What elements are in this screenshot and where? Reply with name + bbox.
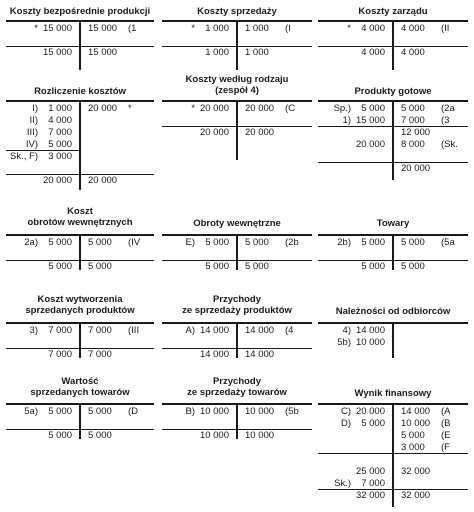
ledger-account [318, 218, 468, 274]
entry-reference: B) [185, 406, 195, 417]
debit-amount: 32 000 [355, 490, 385, 501]
credit-amount: 1 000 [245, 47, 269, 58]
ledger-account [162, 74, 312, 164]
t-account-divider [392, 100, 394, 180]
debit-amount: 14 000 [199, 325, 229, 336]
entry-reference: D) [340, 418, 351, 429]
debit-amount: 3 000 [48, 151, 72, 162]
debit-amount: 10 000 [355, 337, 385, 348]
debit-amount: 5 000 [361, 261, 385, 272]
entry-reference: * [128, 103, 132, 114]
debit-amount: 20 000 [355, 406, 385, 417]
credit-amount: 7 000 [401, 115, 425, 126]
credit-amount: 20 000 [401, 163, 431, 174]
entry-reference: IV) [25, 139, 38, 150]
entry-reference: (2b [285, 237, 299, 248]
t-account-divider [392, 403, 394, 507]
credit-amount: 10 000 [245, 406, 275, 417]
credit-amount: 20 000 [88, 175, 118, 186]
entry-reference: (A [441, 406, 451, 417]
entry-reference: III) [26, 127, 38, 138]
entry-reference: (D [128, 406, 139, 417]
account-title: Koszt wytworzenia sprzedanych produktów [25, 294, 135, 316]
entry-reference: Sk.) [334, 478, 351, 489]
ledger-account [6, 6, 154, 74]
entry-reference: 5b) [337, 337, 351, 348]
credit-amount: 12 000 [401, 127, 431, 138]
entry-reference: (E [441, 430, 451, 441]
debit-amount: 5 000 [205, 261, 229, 272]
credit-amount: 5 000 [401, 261, 425, 272]
entry-reference: * [34, 23, 38, 34]
debit-amount: 25 000 [355, 466, 385, 477]
entry-reference: (Sk. [441, 139, 458, 150]
credit-amount: 7 000 [88, 349, 112, 360]
ledger-account [162, 376, 312, 443]
t-account-divider [79, 322, 81, 358]
debit-amount: 15 000 [355, 115, 385, 126]
account-title: Rozliczenie kosztów [34, 86, 126, 97]
entry-reference: I) [32, 103, 38, 114]
credit-amount: 5 000 [88, 237, 112, 248]
credit-amount: 5 000 [88, 261, 112, 272]
entry-reference: 4) [342, 325, 351, 336]
t-account-divider [236, 403, 238, 439]
t-account-divider [79, 234, 81, 270]
debit-amount: 14 000 [355, 325, 385, 336]
credit-amount: 5 000 [88, 430, 112, 441]
debit-amount: 20 000 [199, 127, 229, 138]
credit-amount: 8 000 [401, 139, 425, 150]
ledger-account [162, 6, 312, 74]
entry-reference: Sk., F) [10, 151, 38, 162]
ledger-account [318, 388, 468, 511]
debit-amount: 5 000 [48, 237, 72, 248]
t-account-divider [392, 234, 394, 270]
debit-amount: 7 000 [48, 349, 72, 360]
account-title: Obroty wewnętrzne [193, 218, 281, 229]
credit-amount: 5 000 [245, 237, 269, 248]
entry-reference: (2a [441, 103, 455, 114]
debit-amount: 7 000 [48, 325, 72, 336]
entry-reference: * [191, 23, 195, 34]
t-account-divider [392, 322, 394, 358]
entry-reference: (5b [285, 406, 299, 417]
ledger-account [162, 294, 312, 362]
debit-amount: 20 000 [42, 175, 72, 186]
debit-amount: 7 000 [361, 478, 385, 489]
debit-amount: 5 000 [48, 261, 72, 272]
entry-reference: (3 [441, 115, 450, 126]
credit-amount: 20 000 [88, 103, 118, 114]
ledger-account [6, 376, 154, 443]
account-title: Koszty zarządu [358, 6, 428, 17]
credit-amount: 14 000 [401, 406, 431, 417]
debit-amount: 5 000 [205, 237, 229, 248]
ledger-account [162, 218, 312, 274]
debit-amount: 10 000 [199, 406, 229, 417]
entry-reference: (5a [441, 237, 455, 248]
account-title: Koszt obrotów wewnętrznych [27, 206, 133, 228]
account-title: Przychody ze sprzedaży towarów [187, 376, 287, 398]
entry-reference: A) [185, 325, 195, 336]
ledger-account [318, 86, 468, 184]
entry-reference: E) [185, 237, 195, 248]
account-title: Koszty według rodzaju (zespół 4) [185, 74, 289, 96]
entry-reference: (II [441, 23, 450, 34]
debit-amount: 15 000 [42, 23, 72, 34]
entry-reference: 1) [342, 115, 351, 126]
entry-reference: Sp.) [333, 103, 351, 114]
entry-reference: (IV [128, 237, 141, 248]
account-title: Koszty bezpośrednie produkcji [9, 6, 151, 17]
credit-amount: 20 000 [245, 127, 275, 138]
entry-reference: (B [441, 418, 451, 429]
account-title: Wartość sprzedanych towarów [30, 376, 130, 398]
debit-amount: 5 000 [48, 406, 72, 417]
entry-reference: (F [441, 442, 450, 453]
t-account-divider [236, 234, 238, 270]
debit-amount: 5 000 [48, 139, 72, 150]
ledger-account [6, 206, 154, 274]
entry-reference: II) [29, 115, 38, 126]
debit-amount: 1 000 [48, 103, 72, 114]
debit-amount: 14 000 [199, 349, 229, 360]
credit-amount: 5 000 [401, 103, 425, 114]
debit-amount: 20 000 [199, 103, 229, 114]
subtotal-rule [318, 453, 393, 454]
account-title: Towary [376, 218, 410, 229]
debit-amount: 4 000 [361, 23, 385, 34]
debit-amount: 1 000 [205, 23, 229, 34]
subtotal-rule [318, 162, 393, 163]
credit-amount: 1 000 [245, 23, 269, 34]
account-title: Koszty sprzedaży [197, 6, 277, 17]
t-account-divider [79, 100, 81, 190]
entry-reference: * [191, 103, 195, 114]
debit-amount: 5 000 [48, 430, 72, 441]
debit-amount: 20 000 [355, 139, 385, 150]
account-title: Należności od odbiorców [335, 306, 451, 317]
credit-amount: 7 000 [88, 325, 112, 336]
t-account-divider [79, 20, 81, 70]
debit-amount: 1 000 [205, 47, 229, 58]
t-account-divider [236, 100, 238, 160]
credit-amount: 14 000 [245, 325, 275, 336]
credit-amount: 32 000 [401, 466, 431, 477]
t-account-divider [236, 20, 238, 70]
ledger-account [6, 294, 154, 362]
debit-amount: 4 000 [361, 47, 385, 58]
debit-amount: 15 000 [42, 47, 72, 58]
credit-amount: 10 000 [245, 430, 275, 441]
ledger-account [6, 86, 154, 194]
credit-amount: 5 000 [88, 406, 112, 417]
debit-amount: 4 000 [48, 115, 72, 126]
entry-reference: (4 [285, 325, 294, 336]
entry-reference: (I [285, 23, 291, 34]
ledger-account [318, 6, 468, 74]
credit-amount: 4 000 [401, 23, 425, 34]
debit-amount: 7 000 [48, 127, 72, 138]
entry-reference: C) [340, 406, 351, 417]
ledger-account [318, 306, 468, 362]
entry-reference: * [347, 23, 351, 34]
entry-reference: 2a) [24, 237, 38, 248]
entry-reference: (1 [128, 23, 137, 34]
credit-amount: 4 000 [401, 47, 425, 58]
debit-amount: 5 000 [361, 103, 385, 114]
credit-amount: 32 000 [401, 490, 431, 501]
account-title: Wynik finansowy [354, 388, 432, 399]
credit-amount: 10 000 [401, 418, 431, 429]
entry-reference: (C [285, 103, 296, 114]
credit-amount: 5 000 [401, 430, 425, 441]
entry-reference: 2b) [337, 237, 351, 248]
credit-amount: 14 000 [245, 349, 275, 360]
debit-amount: 10 000 [199, 430, 229, 441]
entry-reference: 5a) [24, 406, 38, 417]
t-account-divider [392, 20, 394, 70]
t-account-divider [79, 403, 81, 439]
account-title: Produkty gotowe [354, 86, 432, 97]
account-title: Przychody ze sprzedaży produktów [182, 294, 292, 316]
debit-amount: 5 000 [361, 237, 385, 248]
debit-amount: 5 000 [361, 418, 385, 429]
credit-amount: 20 000 [245, 103, 275, 114]
entry-reference: (III [128, 325, 140, 336]
credit-amount: 15 000 [88, 23, 118, 34]
credit-amount: 15 000 [88, 47, 118, 58]
credit-amount: 5 000 [245, 261, 269, 272]
credit-amount: 3 000 [401, 442, 425, 453]
t-account-divider [236, 322, 238, 358]
entry-reference: 3) [29, 325, 38, 336]
credit-amount: 5 000 [401, 237, 425, 248]
